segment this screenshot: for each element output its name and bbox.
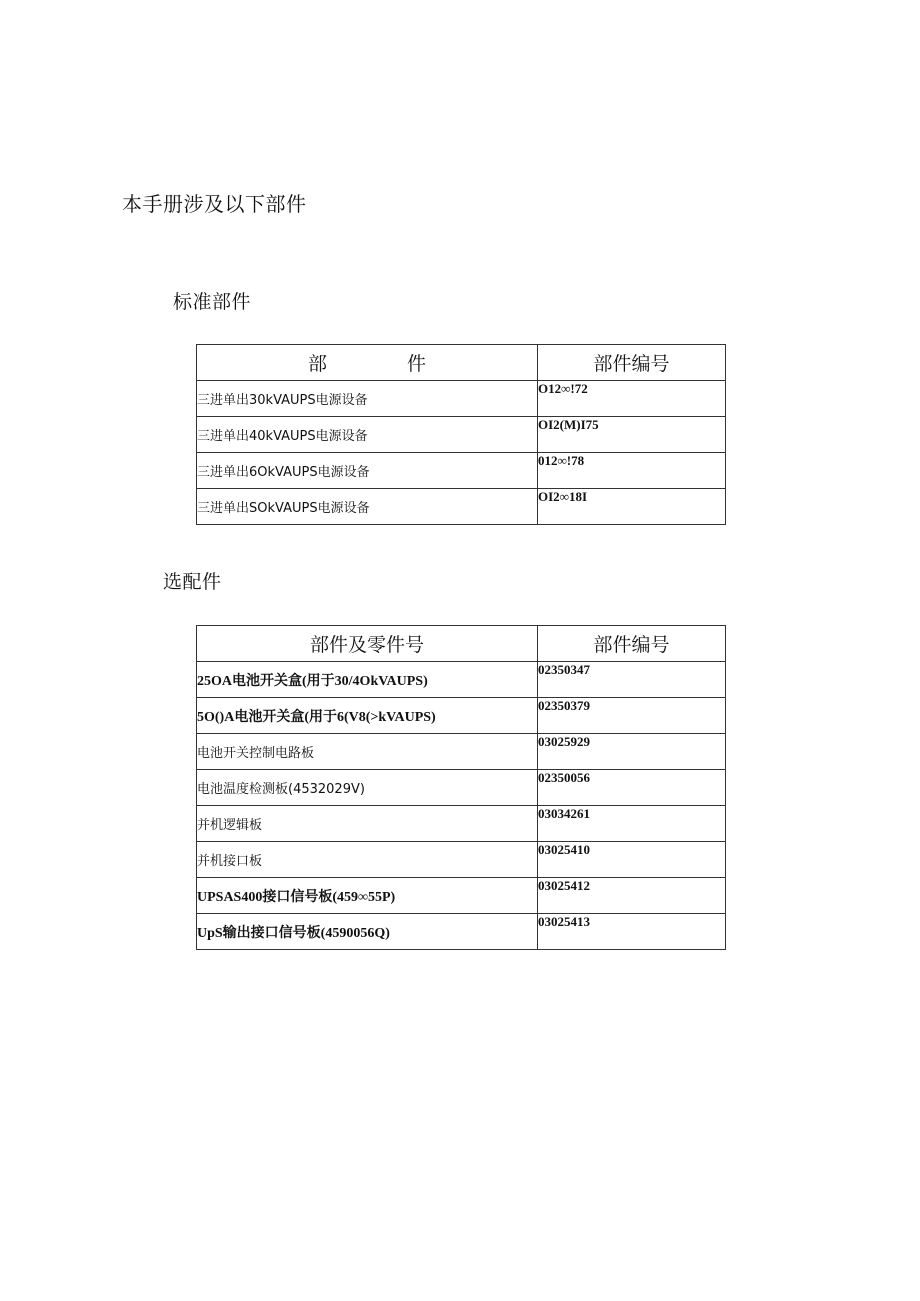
part-name: 并机逻辑板 — [197, 806, 538, 842]
table-header-row — [197, 345, 726, 381]
standard-parts-table — [196, 344, 726, 525]
optional-parts-table — [196, 625, 726, 950]
header-code: 部件编号 — [538, 626, 726, 662]
part-code: 02350347 — [538, 662, 726, 698]
part-code: 03025410 — [538, 842, 726, 878]
part-name: 25OA电池开关盒(用于30/4OkVAUPS) — [197, 662, 538, 698]
table-row — [197, 734, 726, 770]
part-code: 02350056 — [538, 770, 726, 806]
part-name: 三进单出30kVAUPS电源设备 — [197, 381, 538, 417]
optional-parts-title: 选配件 — [163, 571, 222, 593]
table-row — [197, 698, 726, 734]
part-code: 03025929 — [538, 734, 726, 770]
header-code: 部件编号 — [538, 345, 726, 381]
table-row — [197, 806, 726, 842]
part-code: 03034261 — [538, 806, 726, 842]
standard-parts-title: 标准部件 — [173, 291, 252, 313]
table-row — [197, 878, 726, 914]
table-row — [197, 381, 726, 417]
part-code: O12∞!72 — [538, 381, 726, 417]
part-name: UpS输出接口信号板(4590056Q) — [197, 914, 538, 950]
part-name: 三进单出6OkVAUPS电源设备 — [197, 453, 538, 489]
intro-text: 本手册涉及以下部件 — [122, 192, 307, 216]
part-name: 电池开关控制电路板 — [197, 734, 538, 770]
part-code: 02350379 — [538, 698, 726, 734]
table-row — [197, 417, 726, 453]
header-part — [197, 345, 538, 381]
part-name: 并机接口板 — [197, 842, 538, 878]
table-row — [197, 842, 726, 878]
table-row — [197, 453, 726, 489]
part-name: 三进单出40kVAUPS电源设备 — [197, 417, 538, 453]
part-code: 03025413 — [538, 914, 726, 950]
part-code: 03025412 — [538, 878, 726, 914]
table-row — [197, 489, 726, 525]
part-code: OI2∞18I — [538, 489, 726, 525]
header-part-b: 件 — [407, 353, 427, 375]
part-name: 三进单出SOkVAUPS电源设备 — [197, 489, 538, 525]
part-code: OI2(M)I75 — [538, 417, 726, 453]
part-name: UPSAS400接口信号板(459∞55P) — [197, 878, 538, 914]
table-row — [197, 914, 726, 950]
table-row — [197, 662, 726, 698]
part-code: 012∞!78 — [538, 453, 726, 489]
header-part-a: 部 — [307, 353, 327, 375]
part-name: 5O()A电池开关盒(用于6(V8(>kVAUPS) — [197, 698, 538, 734]
table-header-row — [197, 626, 726, 662]
table-row — [197, 770, 726, 806]
part-name: 电池温度检测板(4532029V) — [197, 770, 538, 806]
header-part: 部件及零件号 — [197, 626, 538, 662]
